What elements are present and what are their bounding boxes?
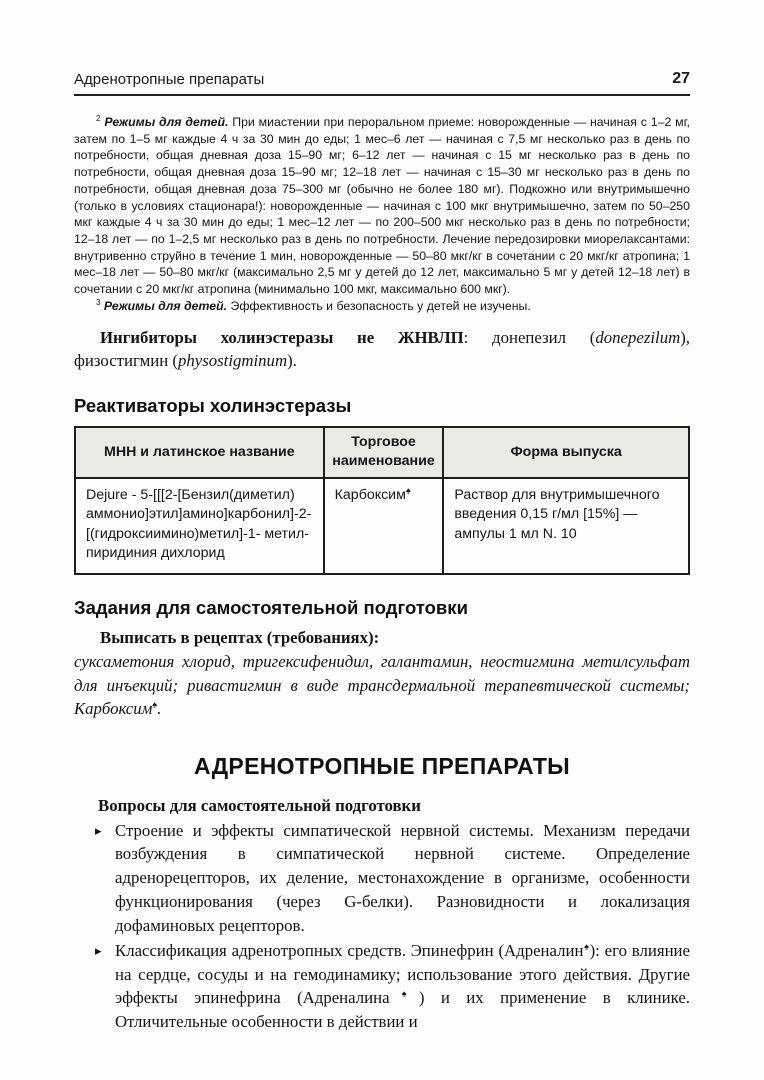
heading-questions: Вопросы для самостоятельной подготовки — [98, 795, 421, 815]
list-item-text: Строение и эффекты симпатической нервной системы. Механизм передачи возбуждения в симпатической нервной системе. Определение адренорецепторов, их деление, местонахождение в организме, особенности функционирования (через G-белки). Разновидности и локализация дофаминовых рецепторов. — [115, 820, 690, 935]
running-header — [74, 70, 690, 96]
column-header-form: Форма выпуска — [443, 427, 689, 477]
questions-list — [74, 819, 690, 1035]
cell-inn-name: Dejure - 5-[[[2-[Бензил(диметил) аммонио]этил]амино]карбонил]-2- [(гидроксиимино)метил]-1- метил- пиридиния дихлорид — [75, 478, 324, 574]
footnote-3: $^3$ Режимы для детей. Эффективность и безопасность у детей не изучены. — [96, 297, 531, 313]
column-header-inn: МНН и латинское название — [75, 427, 324, 477]
page-number: 27 — [672, 70, 690, 87]
table-header-row — [75, 427, 689, 477]
paragraph-inhibitors: Ингибиторы холинэстеразы не ЖНВЛП: донепезил (donepezilum), физостигмин (physostigminum). — [74, 327, 690, 371]
column-header-trade-name: Торговое наименование — [324, 427, 444, 477]
footnotes-block — [74, 114, 690, 315]
heading-tasks: Задания для самостоятельной подготовки — [74, 597, 468, 619]
table-row — [75, 478, 689, 574]
list-item-text: Классификация адренотропных средств. Эпинефрин (Адреналин♠): его влияние на сердце, сосуды и на гемодинамику; использование этого действия. Другие эффекты эпинефрина (Адреналина♠) и их применение в клинике. Отличительные особенности в действии и — [115, 940, 690, 1032]
subheading-prescriptions: Выписать в рецептах (требованиях): — [100, 628, 380, 648]
footnote-2: $^2$ Режимы для детей. При миастении при пероральном приеме: новорожденные — начиная с 1–2 мг, затем по 1–5 мг каждые 4 ч за 30 мин до еды; 1 мес–6 лет — начиная с 7,5 мг несколько раз в день по потребности, общая дневная доза 15–90 мг; 6–12 лет — начиная с 15 мг несколько раз в день по потребности, общая дневная доза 15–90 мг; 12–18 лет — начиная с 15–30 мг несколько раз в день по потребности, общая дневная доза 75–300 мг (обычно не более 180 мг). Подкожно или внутримышечно (только в условиях стационара!): новорожденные — начиная с 100 мкг внутримышечно, затем по 50–250 мкг каждые 4 ч за 30 мин до еды; 1 мес–12 лет — по 200–500 мкг несколько раз в день по потребности; 12–18 лет — по 1–2,5 мг несколько раз в день по потребности. Лечение передозировки миорелаксантами: внутривенно струйно в течение 1 мин, новорожденные — 50–80 мкг/кг в сочетании с 20 мкг/кг атропина; 1 мес–18 лет — 50–80 мкг/кг (максимально 2,5 мг у детей до 12 лет, максимально 5 мг у детей 12–18 лет) в сочетании с 20 мкг/кг атропина (минимально 100 мкг, максимально 600 мкг). — [74, 113, 690, 297]
non-vital-drug-mark: ♠ — [405, 484, 411, 495]
chapter-title: АДРЕНОТРОПНЫЕ ПРЕПАРАТЫ — [193, 752, 570, 779]
drug-table — [74, 426, 690, 575]
cell-release-form: Раствор для внутримышечного введения 0,15 г/мл [15%] — ампулы 1 мл N. 10 — [443, 478, 689, 574]
triangle-bullet-icon: ▸ — [95, 823, 102, 839]
page-content — [0, 70, 764, 1034]
paragraph-prescriptions: суксаметония хлорид, тригексифенидил, галантамин, неостигмина метилсульфат для инъекций; ривастигмин в виде трансдермальной терапевтической системы; Карбоксим♠. — [74, 652, 690, 719]
running-title: Адренотропные препараты — [74, 71, 265, 88]
list-item — [74, 939, 690, 1034]
heading-reactivators: Реактиваторы холинэстеразы — [74, 395, 352, 417]
triangle-bullet-icon: ▸ — [95, 943, 102, 959]
list-item — [74, 819, 690, 938]
cell-trade-name: Карбоксим♠ — [324, 478, 444, 574]
